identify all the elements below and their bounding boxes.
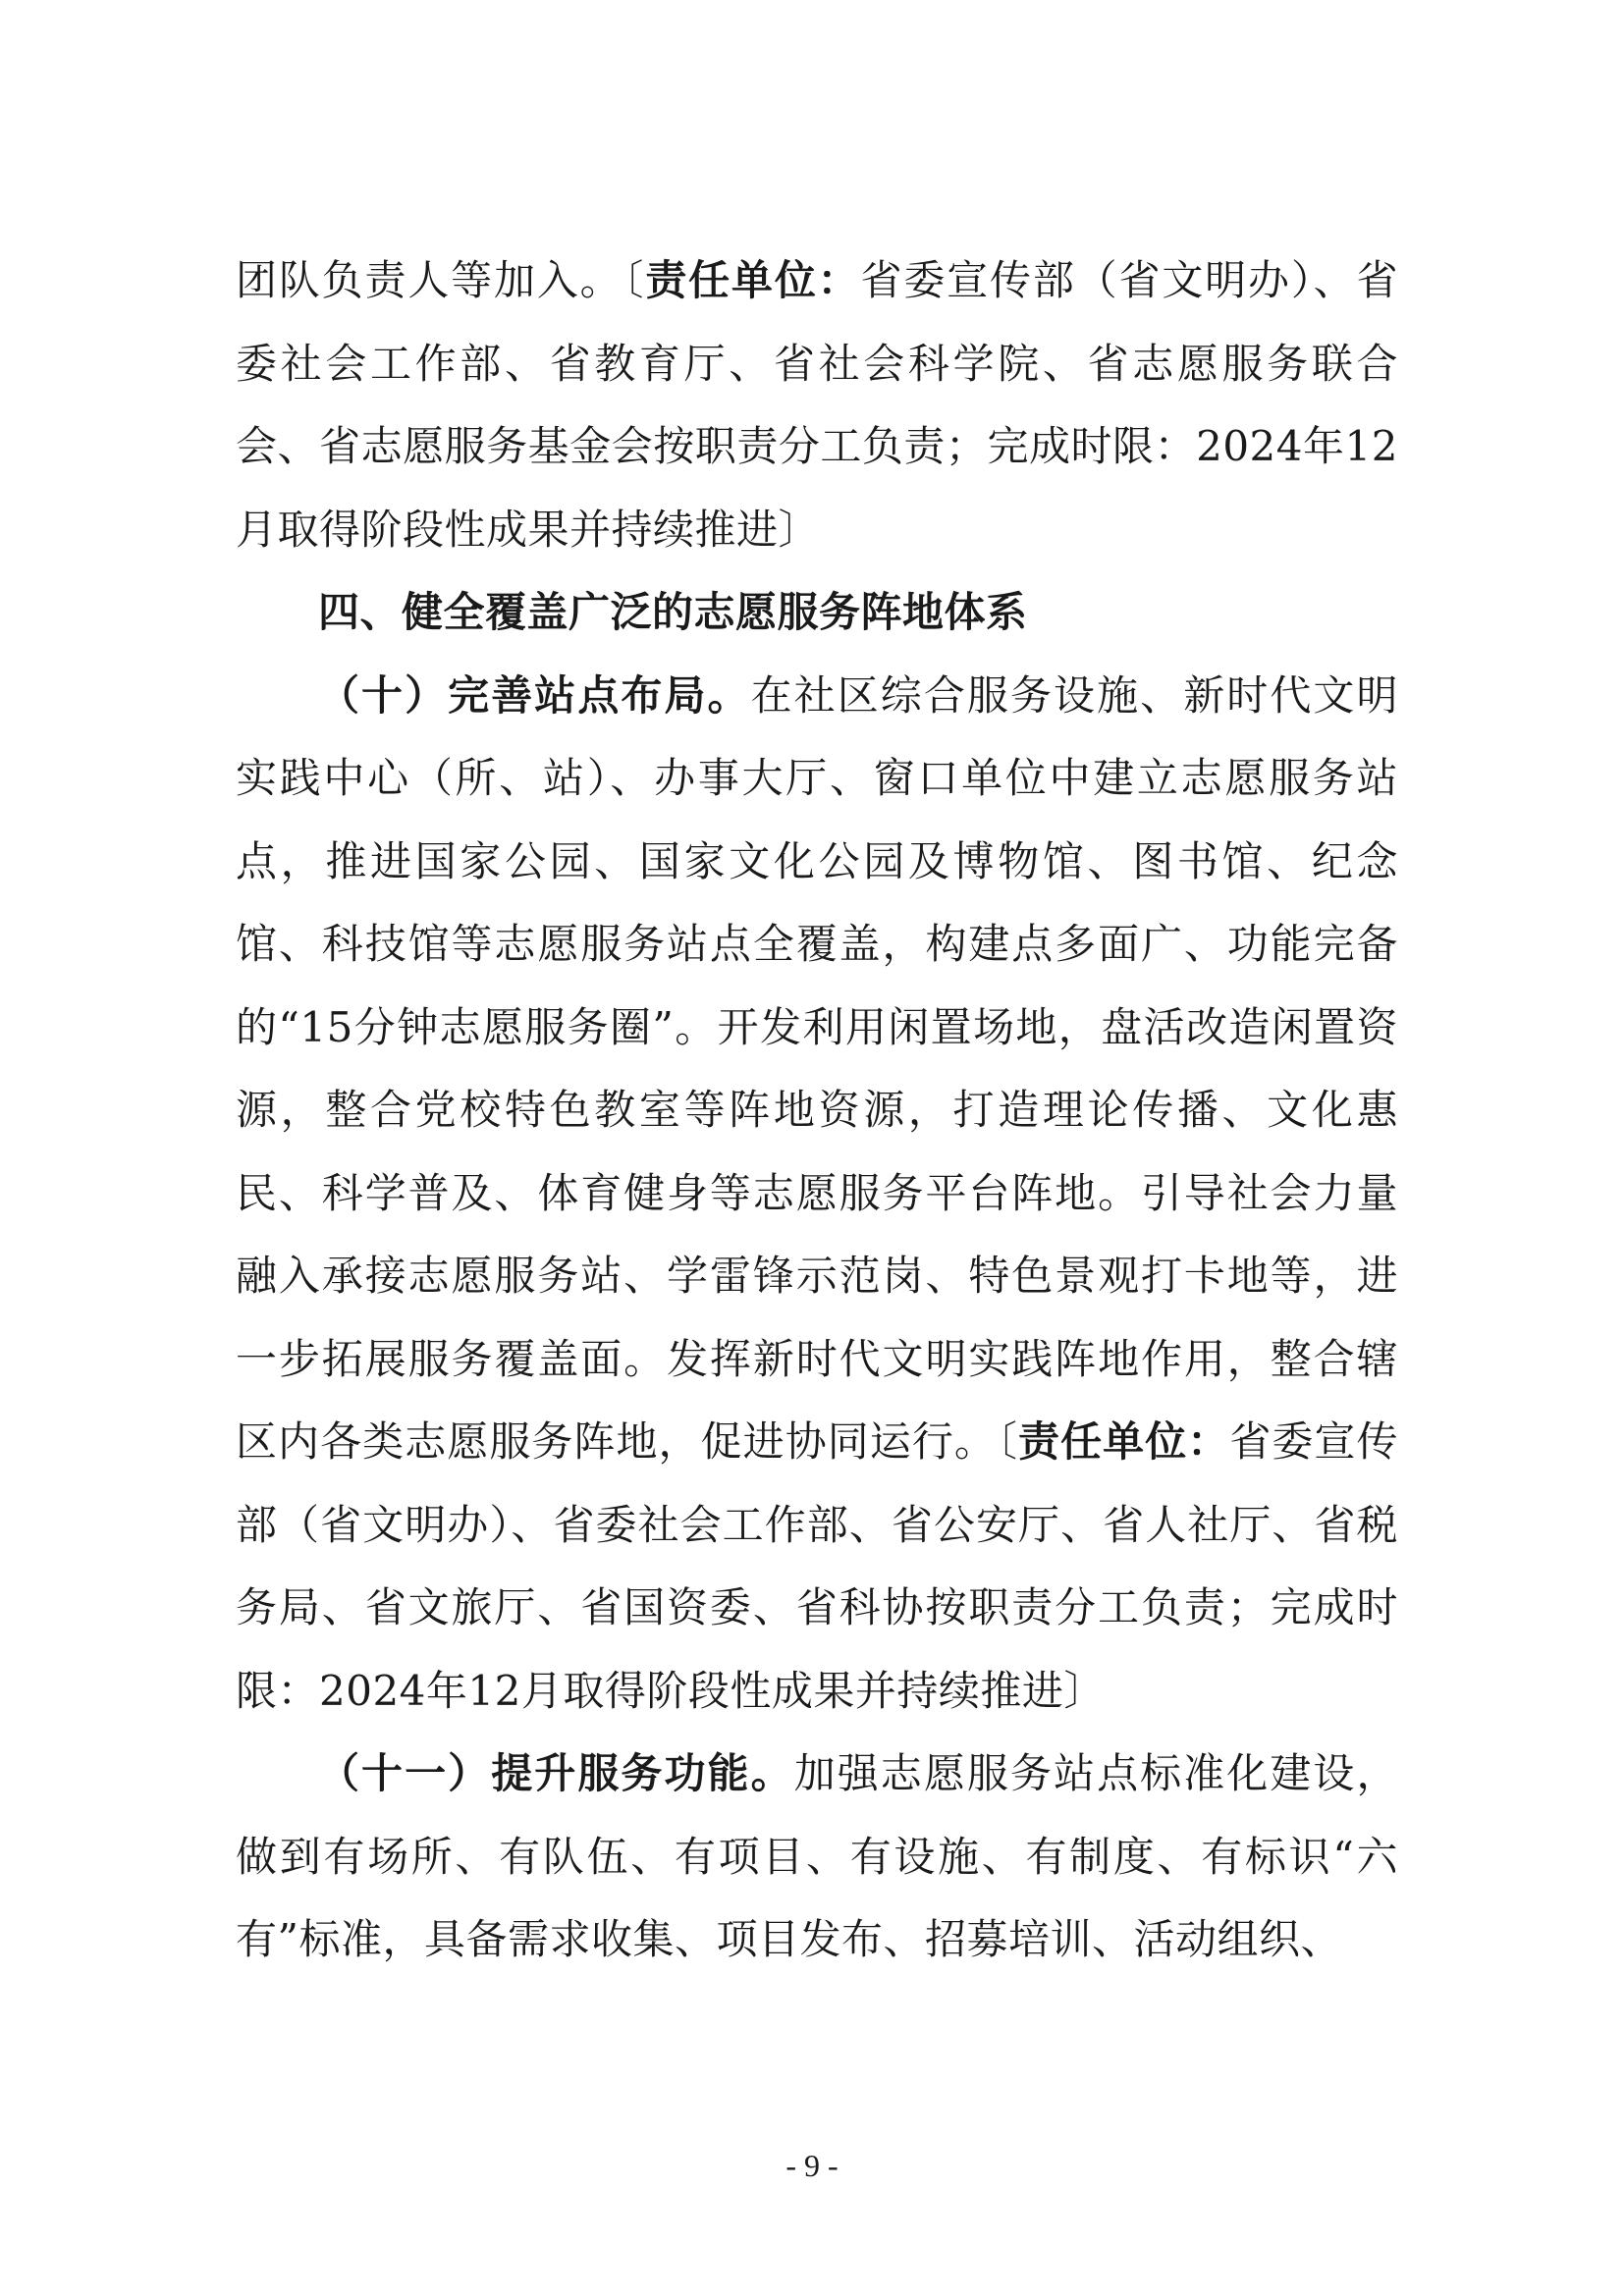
document-body <box>236 240 1398 1982</box>
item-heading: （十一）提升服务功能。 <box>318 1749 794 1797</box>
paragraph-text: 加强志愿服务站点标准化建设，做到有场所、有队伍、有项目、有设施、有制度、有标识“六有”标准，具备需求收集、项目发布、招募培训、活动组织、 <box>236 1749 1398 1963</box>
responsibility-label: 责任单位： <box>645 256 861 304</box>
paragraph-item-11 <box>236 1733 1398 1982</box>
paragraph-text: 在社区综合服务设施、新时代文明实践中心（所、站）、办事大厅、窗口单位中建立志愿服务站点，推进国家公园、国家文化公园及博物馆、图书馆、纪念馆、科技馆等志愿服务站点全覆盖，构建点多面广、功能完备的“15分钟志愿服务圈”。开发利用闲置场地，盘活改造闲置资源，整合党校特色教室等阵地资源，打造理论传播、文化惠民、科学普及、体育健身等志愿服务平台阵地。引导社会力量融入承接志愿服务站、学雷锋示范岗、特色景观打卡地等，进一步拓展服务覆盖面。发挥新时代文明实践阵地作用，整合辖区内各类志愿服务阵地，促进协同运行。〔 <box>236 670 1398 1466</box>
section-heading-4: 四、健全覆盖广泛的志愿服务阵地体系 <box>318 588 1028 636</box>
paragraph-continuation <box>236 240 1398 571</box>
page-number: - 9 - <box>785 2148 839 2183</box>
paragraph-item-10 <box>236 655 1398 1734</box>
responsibility-label: 责任单位： <box>1018 1417 1230 1466</box>
paragraph-text: 省委宣传部（省文明办）、省委社会工作部、省教育厅、省社会科学院、省志愿服务联合会、省志愿服务基金会按职责分工负责；完成时限：2024年12月取得阶段性成果并持续推进〕 <box>236 256 1398 554</box>
paragraph-text: 省委宣传部（省文明办）、省委社会工作部、省公安厅、省人社厅、省税务局、省文旅厅、省国资委、省科协按职责分工负责；完成时限：2024年12月取得阶段性成果并持续推进〕 <box>236 1417 1398 1715</box>
item-heading: （十）完善站点布局。 <box>318 670 751 720</box>
paragraph-text: 团队负责人等加入。〔 <box>236 256 646 304</box>
